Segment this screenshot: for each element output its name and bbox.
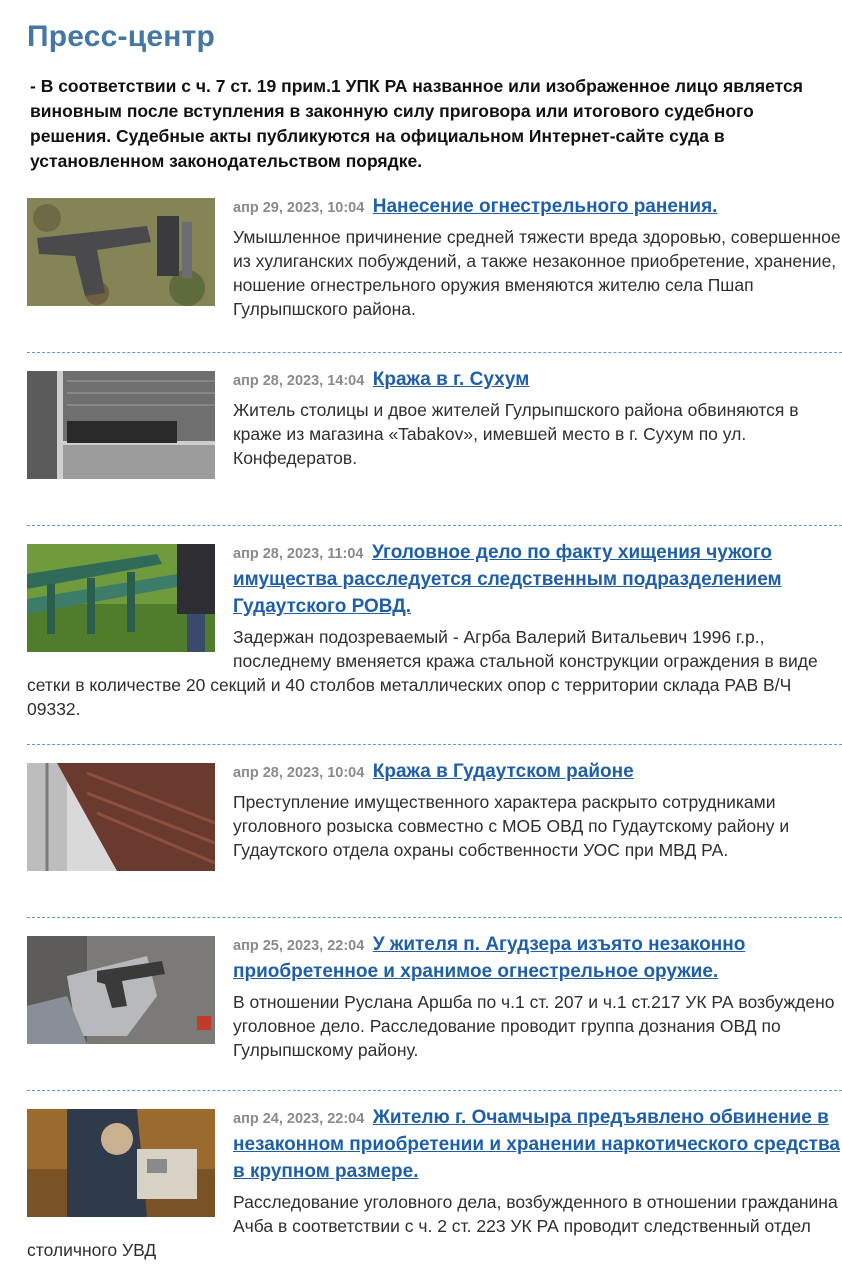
news-item <box>27 194 842 353</box>
news-summary: Преступление имущественного характера раскрыто сотрудниками уголовного розыска совместно с МОБ ОВД по Гудаутскому району и Гудаутского отдела охраны собственности УОС при МВД РА. <box>233 792 790 860</box>
news-summary: Задержан подозреваемый - Агрба Валерий Витальевич 1996 г.р., последнему вменяется кража стальной конструкции ограждения в виде сетки в количестве 20 секций и 40 столбов металлических опор с территории склада РАВ В/Ч 09332. <box>27 627 818 719</box>
news-date: апр 28, 2023, 14:04 <box>233 373 365 389</box>
news-title-link[interactable]: Жителю г. Очамчыра предъявлено обвинение в незаконном приобретении и хранении наркотического средства в крупном размере. <box>233 1107 840 1182</box>
news-item <box>27 932 842 1091</box>
news-summary: В отношении Руслана Аршба по ч.1 ст. 207 и ч.1 ст.217 УК РА возбуждено уголовное дело. Расследование проводит группа дознания ОВД по Гулрыпшскому району. <box>233 992 835 1060</box>
news-summary: Умышленное причинение средней тяжести вреда здоровью, совершенное из хулиганских побуждений, а также незаконное приобретение, хранение, ношение огнестрельного оружия вменяются жителю села Пшап Гулрыпшского района. <box>233 227 841 319</box>
news-summary: Житель столицы и двое жителей Гулрыпшского района обвиняются в краже из магазина «Tabakov», имевшей место в г. Сухум по ул. Конфедератов. <box>233 400 799 468</box>
news-item <box>27 1105 842 1275</box>
news-title-link[interactable]: У жителя п. Агудзера изъято незаконно приобретенное и хранимое огнестрельное оружие. <box>233 934 746 982</box>
news-thumbnail-metal-fence[interactable] <box>27 544 215 652</box>
news-title-link[interactable]: Кража в Гудаутском районе <box>372 761 634 782</box>
page-title: Пресс-центр <box>27 20 216 53</box>
news-thumbnail-pistol[interactable] <box>27 198 215 306</box>
news-list <box>27 194 842 1275</box>
news-summary: Расследование уголовного дела, возбужденного в отношении гражданина Ачба в соответствии с ч. 2 ст. 223 УК РА проводит следственный отдел столичного УВД <box>27 1192 838 1260</box>
news-item <box>27 540 842 745</box>
news-thumbnail-seized-gun[interactable] <box>27 936 215 1044</box>
news-date: апр 24, 2023, 22:04 <box>233 1111 365 1127</box>
news-thumbnail-shop-window[interactable] <box>27 371 215 479</box>
news-title-link[interactable]: Кража в г. Сухум <box>372 369 530 390</box>
news-title-link[interactable]: Нанесение огнестрельного ранения. <box>372 196 718 217</box>
news-date: апр 28, 2023, 10:04 <box>233 765 365 781</box>
news-date: апр 25, 2023, 22:04 <box>233 938 365 954</box>
legal-disclaimer: - В соответствии с ч. 7 ст. 19 прим.1 УПК РА названное или изображенное лицо является виновным после вступления в законную силу приговора или итогового судебного решения. Судебные акты публикуются на официальном Интернет-сайте суда в установленном законодательством порядке. <box>30 76 803 171</box>
news-date: апр 28, 2023, 11:04 <box>233 546 364 562</box>
news-title-link[interactable]: Уголовное дело по факту хищения чужого имущества расследуется следственным подразделением Гудаутского РОВД. <box>233 542 782 617</box>
news-thumbnail-roof-sheets[interactable] <box>27 763 215 871</box>
news-thumbnail-evidence-bag[interactable] <box>27 1109 215 1217</box>
news-item <box>27 759 842 918</box>
news-date: апр 29, 2023, 10:04 <box>233 200 365 216</box>
news-item <box>27 367 842 526</box>
